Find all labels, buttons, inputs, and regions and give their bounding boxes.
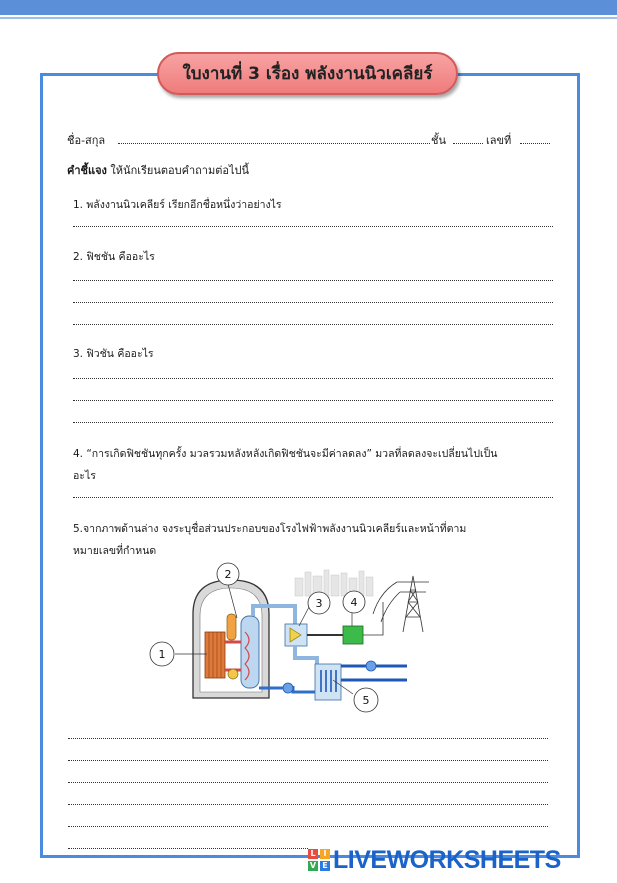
answer-line[interactable] xyxy=(68,804,548,805)
answer-line[interactable] xyxy=(68,760,548,761)
number-answer-line[interactable] xyxy=(520,143,550,144)
answer-line[interactable] xyxy=(73,302,553,303)
grade-label: ชั้น xyxy=(431,134,446,147)
grade-answer-line[interactable] xyxy=(453,143,483,144)
worksheet-title-banner xyxy=(157,52,458,95)
pressurizer xyxy=(227,614,236,640)
instruction-label: คำชี้แจง xyxy=(67,164,107,177)
cooling-pump xyxy=(366,661,376,671)
liveworksheets-brand: LIVEWORKSHEETS xyxy=(333,845,561,874)
callout-2-number: 2 xyxy=(224,568,232,581)
top-banner xyxy=(0,0,617,15)
answer-line[interactable] xyxy=(73,324,553,325)
liveworksheets-logo xyxy=(308,849,330,871)
answer-line[interactable] xyxy=(73,497,553,498)
logo-letter: V xyxy=(309,861,317,870)
primary-pump xyxy=(228,669,238,679)
answer-line[interactable] xyxy=(68,826,548,827)
liveworksheets-watermark xyxy=(308,846,561,874)
feedwater-pump xyxy=(283,683,293,693)
instruction xyxy=(67,161,249,179)
question-5: 5.จากภาพด้านล่าง จงระบุชื่อส่วนประกอบของโรงไฟฟ้าพลังงานนิวเคลียร์และหน้าที่ตาม xyxy=(73,523,467,535)
logo-letter: L xyxy=(308,849,318,859)
question-5-continued: หมายเลขที่กำหนด xyxy=(73,545,157,557)
question-1: 1. พลังงานนิวเคลียร์ เรียกอีกชื่อหนึ่งว่าอย่างไร xyxy=(73,199,282,211)
answer-line[interactable] xyxy=(73,226,553,227)
logo-letter: E xyxy=(320,861,330,871)
transmission-tower xyxy=(373,576,429,632)
question-2: 2. ฟิชชัน คืออะไร xyxy=(73,251,155,263)
top-banner-line xyxy=(0,17,617,19)
question-4: 4. “การเกิดฟิชชันทุกครั้ง มวลรวมหลังหลังเกิดฟิชชันจะมีค่าลดลง” มวลที่ลดลงจะเปลี่ยนไปเป็น xyxy=(73,448,498,460)
logo-letter: I xyxy=(320,849,330,859)
reactor-core xyxy=(205,632,225,678)
answer-line[interactable] xyxy=(73,280,553,281)
nuclear-power-plant-diagram xyxy=(145,562,435,722)
worksheet-title: ใบงานที่ 3 เรื่อง พลังงานนิวเคลียร์ xyxy=(182,64,433,84)
name-label: ชื่อ-สกุล xyxy=(67,134,106,147)
callout-3-number: 3 xyxy=(315,597,323,610)
worksheet-frame xyxy=(40,73,580,858)
name-answer-line[interactable] xyxy=(118,143,430,144)
number-label: เลขที่ xyxy=(486,134,512,147)
question-3: 3. ฟิวชัน คืออะไร xyxy=(73,348,154,360)
answer-line[interactable] xyxy=(73,400,553,401)
instruction-text: ให้นักเรียนตอบคำถามต่อไปนี้ xyxy=(110,164,249,177)
callout-5-number: 5 xyxy=(362,694,370,707)
generator xyxy=(343,626,363,644)
callout-4-number: 4 xyxy=(350,596,358,609)
callout-1-number: 1 xyxy=(158,648,166,661)
city-skyline xyxy=(295,570,373,596)
condenser xyxy=(315,664,341,700)
answer-line[interactable] xyxy=(73,378,553,379)
answer-line[interactable] xyxy=(73,422,553,423)
steam-generator xyxy=(241,616,259,688)
answer-line[interactable] xyxy=(68,848,308,849)
answer-line[interactable] xyxy=(68,782,548,783)
answer-line[interactable] xyxy=(68,738,548,739)
question-4-continued: อะไร xyxy=(73,470,96,482)
